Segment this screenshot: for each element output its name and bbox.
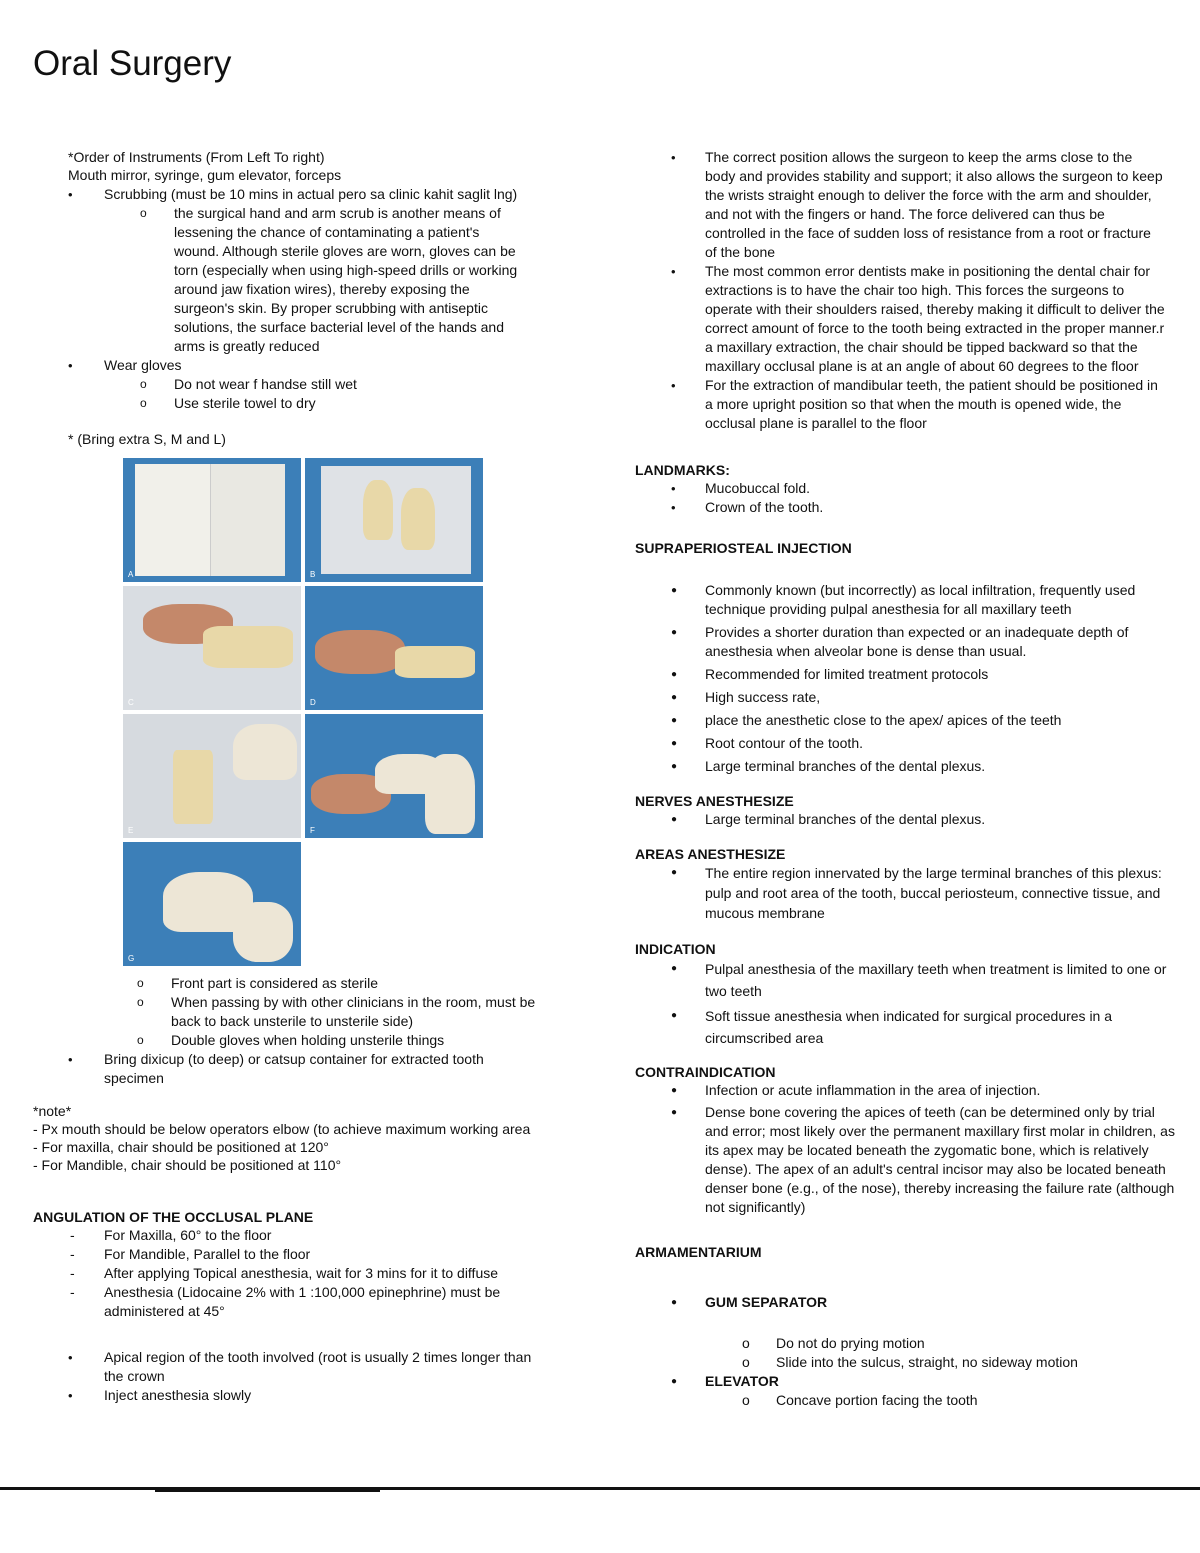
list-item: ● The entire region innervated by the large terminal branches of this plexus: pulp and root area of the tooth, buccal periosteum, connective tissue, and mucous membrane xyxy=(635,863,1175,923)
photo-g: G xyxy=(123,842,301,966)
list-item: • The most common error dentists make in positioning the dental chair for extractions is to have the chair too high. This forces the surgeons to operate with their shoulders raised, thereby making it difficult to deliver the correct amount of force to the tooth being extracted in the proper manner.r a maxillary extraction, the chair should be tipped backward so that the maxillary occlusal plane is at an angle of about 60 degrees to the floor xyxy=(635,262,1165,376)
list-item: ● Large terminal branches of the dental plexus. xyxy=(635,810,1175,829)
wear-gloves-text: Wear gloves xyxy=(104,357,182,373)
list-item: ● Recommended for limited treatment protocols xyxy=(635,665,1165,684)
list-item: ● Provides a shorter duration than expected or an inadequate depth of anesthesia when alveolar bone is dense than usual. xyxy=(635,623,1165,661)
list-item: - For Mandible, Parallel to the floor xyxy=(68,1245,548,1264)
list-item: o When passing by with other clinicians in the room, must be back to back unsterile to unsterile side) xyxy=(65,993,561,1031)
contraindication-heading: CONTRAINDICATION xyxy=(635,1064,776,1080)
note-heading: *note* xyxy=(33,1103,72,1119)
list-item-wear-gloves xyxy=(68,356,568,413)
glove-photo-gallery xyxy=(123,458,483,966)
indication-heading: INDICATION xyxy=(635,941,716,957)
list-item: - Anesthesia (Lidocaine 2% with 1 :100,000 epinephrine) must be administered at 45° xyxy=(68,1283,548,1321)
list-item: • Mucobuccal fold. xyxy=(635,479,1175,498)
list-item: - After applying Topical anesthesia, wait for 3 mins for it to diffuse xyxy=(68,1264,548,1283)
photo-a: A xyxy=(123,458,301,582)
note-line: - For maxilla, chair should be positioned at 120° xyxy=(33,1139,329,1155)
list-item: • Crown of the tooth. xyxy=(635,498,1175,517)
list-item: o Do not wear f handse still wet xyxy=(68,375,568,394)
right-column xyxy=(635,148,1175,1410)
list-item: • Inject anesthesia slowly xyxy=(68,1386,548,1405)
list-item: o Slide into the sulcus, straight, no sideway motion xyxy=(742,1354,1078,1370)
photo-f: F xyxy=(305,714,483,838)
angulation-heading: ANGULATION OF THE OCCLUSAL PLANE xyxy=(33,1209,314,1225)
scrubbing-text: Scrubbing (must be 10 mins in actual pero sa clinic kahit saglit lng) xyxy=(104,186,518,202)
list-item: o the surgical hand and arm scrub is another means of lessening the chance of contaminating a patient's wound. Although sterile gloves are worn, gloves can be torn (especially when using high-speed drills or working around jaw fixation wires), thereby exposing the surgeon's skin. By proper scrubbing with antiseptic solutions, the surface bacterial level of the hands and arms is greatly reduced xyxy=(68,204,528,356)
landmarks-heading: LANDMARKS: xyxy=(635,462,730,478)
elevator-label: ELEVATOR xyxy=(705,1373,779,1389)
left-column xyxy=(33,148,568,1405)
bring-extra-note: * (Bring extra S, M and L) xyxy=(68,431,226,447)
list-item-gum-separator xyxy=(635,1293,1175,1372)
list-item: o Do not do prying motion xyxy=(742,1335,925,1351)
photo-c: C xyxy=(123,586,301,710)
list-item: o Double gloves when holding unsterile things xyxy=(65,1031,561,1050)
armamentarium-heading: ARMAMENTARIUM xyxy=(635,1244,762,1260)
gum-separator-label: GUM SEPARATOR xyxy=(705,1294,828,1310)
list-item: o Use sterile towel to dry xyxy=(68,394,568,413)
list-item: • Apical region of the tooth involved (root is usually 2 times longer than the crown xyxy=(68,1348,548,1386)
note-line: - Px mouth should be below operators elbow (to achieve maximum working area xyxy=(33,1121,531,1137)
list-item: ● place the anesthetic close to the apex/ apices of the teeth xyxy=(635,711,1165,730)
photo-b: B xyxy=(305,458,483,582)
list-item: ● Infection or acute inflammation in the area of injection. xyxy=(635,1081,1175,1100)
list-item: • The correct position allows the surgeon to keep the arms close to the body and provides stability and support; it also allows the surgeon to keep the wrists straight enough to deliver the force with the arm and shoulder, and not with the fingers or hand. The force delivered can thus be controlled in the face of sudden loss of resistance from a root or fracture of the bone xyxy=(635,148,1165,262)
list-item: • Bring dixicup (to deep) or catsup container for extracted tooth specimen xyxy=(68,1050,528,1088)
nerves-heading: NERVES ANESTHESIZE xyxy=(635,793,794,809)
list-item: ● Pulpal anesthesia of the maxillary teeth when treatment is limited to one or two teeth xyxy=(635,958,1175,1002)
order-heading: *Order of Instruments (From Left To right) xyxy=(68,149,325,165)
order-list: Mouth mirror, syringe, gum elevator, forceps xyxy=(68,167,342,183)
note-line: - For Mandible, chair should be positioned at 110° xyxy=(33,1157,342,1173)
list-item: ● Commonly known (but incorrectly) as local infiltration, frequently used technique providing pulpal anesthesia for all maxillary teeth xyxy=(635,581,1165,619)
page-title: Oral Surgery xyxy=(33,44,232,83)
list-item: ● Large terminal branches of the dental plexus. xyxy=(635,757,1165,776)
list-item: o Concave portion facing the tooth xyxy=(742,1392,978,1408)
areas-heading: AREAS ANESTHESIZE xyxy=(635,846,786,862)
list-item: ● High success rate, xyxy=(635,688,1165,707)
list-item: ● Dense bone covering the apices of teeth (can be determined only by trial and error; most likely over the permanent maxillary first molar in children, as its apex may be located beneath the zygomatic bone, which is relatively dense). The apex of an adult's central incisor may also be located beneath denser bone (e.g., of the nose), thereby increasing the failure rate (although not significantly) xyxy=(635,1103,1175,1217)
list-item: ● Soft tissue anesthesia when indicated for surgical procedures in a circumscribed area xyxy=(635,1005,1175,1049)
supraperiosteal-heading: SUPRAPERIOSTEAL INJECTION xyxy=(635,540,852,556)
list-item: o Front part is considered as sterile xyxy=(65,974,561,993)
page-divider-accent xyxy=(155,1487,380,1492)
list-item: ● Root contour of the tooth. xyxy=(635,734,1165,753)
list-item-scrubbing xyxy=(68,185,568,356)
photo-d: D xyxy=(305,586,483,710)
list-item-elevator xyxy=(635,1372,1175,1410)
list-item: • For the extraction of mandibular teeth, the patient should be positioned in a more upright position so that when the mouth is opened wide, the occlusal plane is parallel to the floor xyxy=(635,376,1165,433)
photo-e: E xyxy=(123,714,301,838)
list-item: - For Maxilla, 60° to the floor xyxy=(68,1226,548,1245)
